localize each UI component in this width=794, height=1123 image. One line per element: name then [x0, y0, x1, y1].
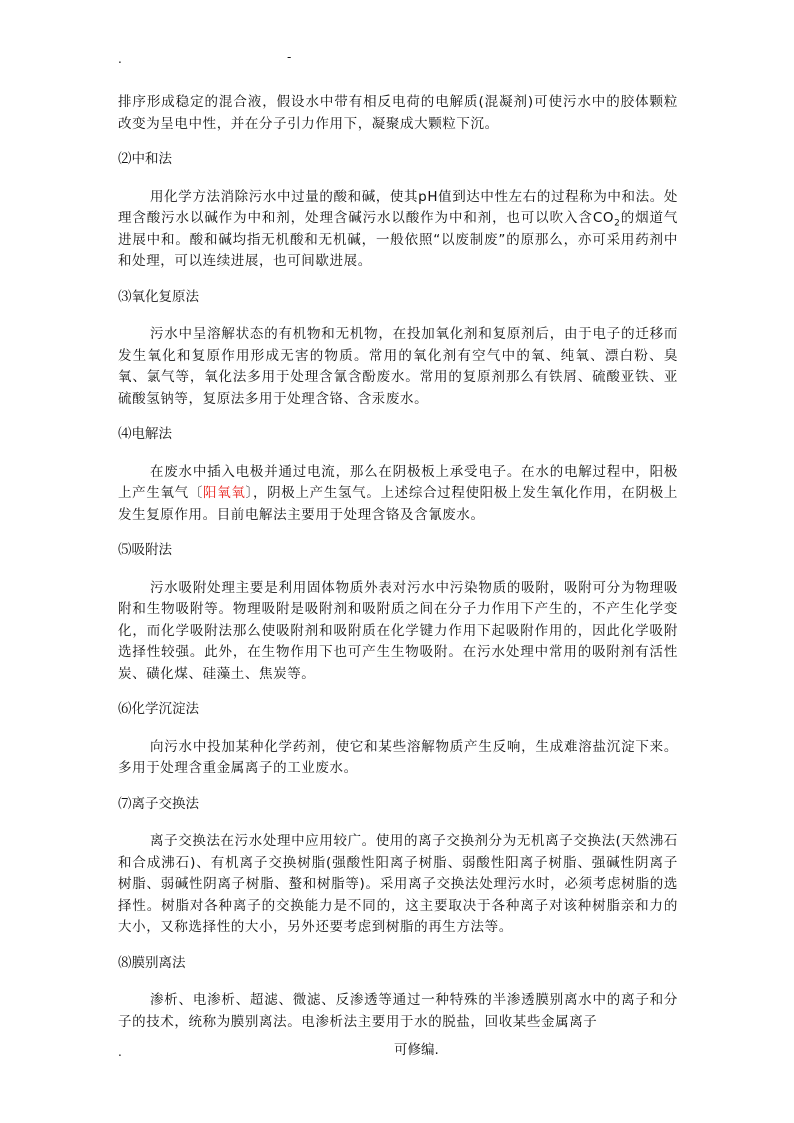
- paragraph-precipitation: 向污水中投加某种化学药剂，使它和某些溶解物质产生反响，生成难溶盐沉淀下来。多用于处理含重金属离子的工业废水。: [118, 738, 678, 776]
- paragraph-electrolysis: [118, 462, 678, 527]
- paragraph-redox: 污水中呈溶解状态的有机物和无机物，在投加氧化剂和复原剂后，由于电子的迁移而发生氧化和复原作用形成无害的物质。常用的氧化剂有空气中的氧、纯氧、漂白粉、臭氧、氯气等，氧化法多用于处理含氰含酚废水。常用的复原剂那么有铁屑、硫酸亚铁、亚硫酸氢钠等，复原法多用于处理含铬、含汞废水。: [118, 326, 678, 407]
- co2-formula: $CO_2$: [592, 210, 621, 229]
- header-dash: -: [287, 50, 292, 64]
- paragraph-ion-exchange: 离子交换法在污水处理中应用较广。使用的离子交换剂分为无机离子交换法(天然沸石和合成沸石)、有机离子交换树脂(强酸性阳离子树脂、弱酸性阳离子树脂、强碱性阴离子树脂、弱碱性阴离子树脂、螯和树脂等)。采用离子交换法处理污水时，必须考虑树脂的选择性。树脂对各种离子的交换能力是不同的，这主要取决于各种离子对该种树脂亲和力的大小，又称选择性的大小，另外还要考虑到树脂的再生方法等。: [118, 833, 678, 935]
- intro-paragraph: 排序形成稳定的混合液，假设水中带有相反电荷的电解质(混凝剂)可使污水中的胶体颗粒改变为呈电中性，并在分子引力作用下，凝聚成大颗粒下沉。: [118, 94, 678, 132]
- heading-electrolysis: ⑷电解法: [118, 426, 172, 442]
- heading-membrane: ⑻膜别离法: [118, 954, 186, 971]
- neutralization-tail: 的烟道气进展中和。酸和碱均指无机酸和无机碱，一般依照“以废制废”的原那么，亦可采用药剂中和处理，可以连续进展，也可间歇进展。: [118, 210, 678, 269]
- heading-ion-exchange: ⑺离子交换法: [118, 795, 199, 812]
- footer-dot: .: [118, 1045, 122, 1059]
- document-body: [118, 92, 678, 1033]
- highlighted-term: 阳氧氧: [203, 485, 246, 501]
- electrolysis-before: 在废水中插入电极并通过电流，那么在阴极板上承受电子。在水的电解过程中，阳极上产生氧气〔: [118, 463, 678, 501]
- heading-neutralization: ⑵中和法: [118, 151, 172, 167]
- paragraph-adsorption: 污水吸附处理主要是利用固体物质外表对污水中污染物质的吸附，吸附可分为物理吸附和生物吸附等。物理吸附是吸附剂和吸附质之间在分子力作用下产生的，不产生化学变化，而化学吸附法那么使吸附剂和吸附质在化学键力作用下起吸附作用的，因此化学吸附选择性较强。此外，在生物作用下也可产生生物吸附。在污水处理中常用的吸附剂有活性炭、磺化煤、硅藻土、焦炭等。: [118, 579, 678, 682]
- co2-subscript: 2: [614, 218, 621, 229]
- electrolysis-after: 〕，阴极上产生氢气。上述综合过程使阳极上发生氧化作用，在阴极上发生复原作用。目前电解法主要用于处理含铬及含氰废水。: [118, 485, 678, 523]
- footer-editable-note: 可修编.: [394, 1042, 439, 1058]
- heading-redox: ⑶氧化复原法: [118, 288, 199, 305]
- paragraph-membrane: 渗析、电渗析、超滤、微滤、反渗透等通过一种特殊的半渗透膜别离水中的离子和分子的技术，统称为膜别离法。电渗析法主要用于水的脱盐，回收某些金属离子: [118, 992, 678, 1030]
- heading-adsorption: ⑸吸附法: [118, 542, 172, 558]
- header-dot: .: [118, 52, 122, 66]
- neutralization-text: 用化学方法消除污水中过量的酸和碱，使其pH值到达中性左右的过程称为中和法。处理含酸污水以碱作为中和剂，处理含碱污水以酸作为中和剂，也可以吹入含: [118, 188, 678, 226]
- paragraph-neutralization: [118, 187, 678, 273]
- heading-precipitation: ⑹化学沉淀法: [118, 701, 199, 717]
